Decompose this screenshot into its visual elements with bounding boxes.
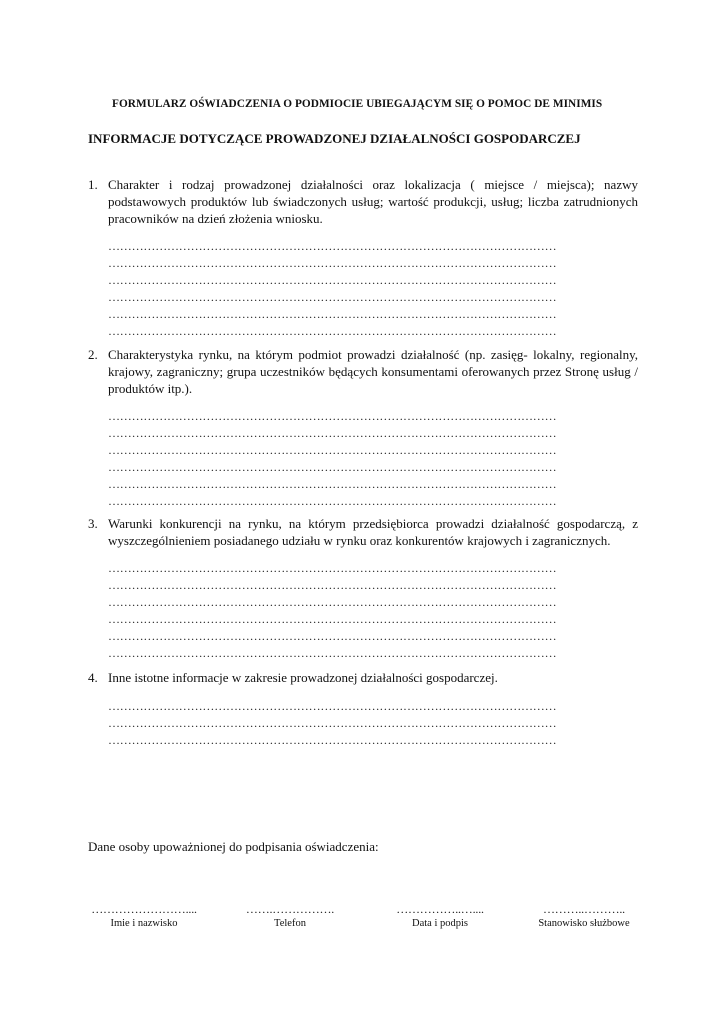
answer-line[interactable]: …………………………………………………………………………………………………… xyxy=(108,290,557,305)
question-text: Inne istotne informacje w zakresie prowadzonej działalności gospodarczej. xyxy=(108,670,498,685)
signatory-label: Dane osoby upoważnionej do podpisania oświadczenia: xyxy=(88,839,379,854)
answer-line[interactable]: …………………………………………………………………………………………………… xyxy=(108,324,557,339)
answer-line[interactable]: …………………………………………………………………………………………………… xyxy=(108,612,557,627)
answer-line[interactable]: …………………………………………………………………………………………………… xyxy=(108,409,557,423)
question-text: Warunki konkurencji na rynku, na którym przedsiębiorca prowadzi działalność gospodarczą, z wyszczególnieniem posiadanego udziału w rynku oraz konkurentów krajowych i zagranicznych. xyxy=(108,516,638,548)
question-1 xyxy=(88,176,638,227)
question-number: 2. xyxy=(88,347,98,362)
signature-caption: Telefon xyxy=(274,918,306,929)
signature-dots[interactable]: …….……………. xyxy=(245,902,335,916)
section-title: INFORMACJE DOTYCZĄCE PROWADZONEJ DZIAŁALNOŚCI GOSPODARCZEJ xyxy=(88,131,581,146)
signature-caption: Data i podpis xyxy=(412,918,468,929)
answer-line[interactable]: …………………………………………………………………………………………………… xyxy=(108,629,557,644)
answer-line[interactable]: …………………………………………………………………………………………………… xyxy=(108,561,557,575)
question-number: 4. xyxy=(88,670,98,685)
question-3 xyxy=(88,515,638,549)
question-4 xyxy=(88,669,638,686)
answer-line[interactable]: …………………………………………………………………………………………………… xyxy=(108,256,557,271)
answer-line[interactable]: …………………………………………………………………………………………………… xyxy=(108,307,557,322)
signature-dots[interactable]: ……………..….... xyxy=(396,902,484,916)
signature-caption: Imie i nazwisko xyxy=(110,918,178,929)
answer-line[interactable]: …………………………………………………………………………………………………… xyxy=(108,426,557,441)
answer-area-3[interactable] xyxy=(108,560,638,663)
answer-line[interactable]: …………………………………………………………………………………………………… xyxy=(108,460,557,475)
question-text: Charakter i rodzaj prowadzonej działalności oraz lokalizacja ( miejsce / miejsca); nazwy podstawowych produktów lub świadczonych usług; wartość produkcji, usług; liczba zatrudnionych pracowników na dzień złożenia wniosku. xyxy=(108,177,638,226)
answer-line[interactable]: …………………………………………………………………………………………………… xyxy=(108,646,557,661)
answer-line[interactable]: …………………………………………………………………………………………………… xyxy=(108,239,557,253)
question-text: Charakterystyka rynku, na którym podmiot prowadzi działalność (np. zasięg- lokalny, regionalny, krajowy, zagraniczny; grupa uczestników będących konsumentami oferowanych przez Stronę usług / produktów itp.). xyxy=(108,347,638,396)
signature-field-position[interactable] xyxy=(526,902,642,929)
answer-line[interactable]: …………………………………………………………………………………………………… xyxy=(108,595,557,610)
question-number: 3. xyxy=(88,516,98,531)
answer-line[interactable]: …………………………………………………………………………………………………… xyxy=(108,273,557,288)
answer-area-2[interactable] xyxy=(108,408,638,511)
answer-area-4[interactable] xyxy=(108,698,638,749)
question-number: 1. xyxy=(88,177,98,192)
answer-line[interactable]: …………………………………………………………………………………………………… xyxy=(108,733,557,748)
answer-line[interactable]: …………………………………………………………………………………………………… xyxy=(108,716,557,731)
answer-area-1[interactable] xyxy=(108,238,638,341)
answer-line[interactable]: …………………………………………………………………………………………………… xyxy=(108,699,557,713)
answer-line[interactable]: …………………………………………………………………………………………………… xyxy=(108,443,557,458)
signature-caption: Stanowisko służbowe xyxy=(538,918,630,929)
answer-line[interactable]: …………………………………………………………………………………………………… xyxy=(108,578,557,593)
form-header-title: FORMULARZ OŚWIADCZENIA O PODMIOCIE UBIEGAJĄCYM SIĘ O POMOC DE MINIMIS xyxy=(112,98,603,110)
signature-dots[interactable]: …………………….... xyxy=(91,902,197,916)
signature-dots[interactable]: ………..……….. xyxy=(542,902,625,916)
signature-field-date-signature[interactable] xyxy=(384,902,496,929)
answer-line[interactable]: …………………………………………………………………………………………………… xyxy=(108,477,557,492)
signature-field-name[interactable] xyxy=(86,902,202,929)
answer-line[interactable]: …………………………………………………………………………………………………… xyxy=(108,494,557,509)
signature-field-phone[interactable] xyxy=(234,902,346,929)
question-2 xyxy=(88,346,638,397)
